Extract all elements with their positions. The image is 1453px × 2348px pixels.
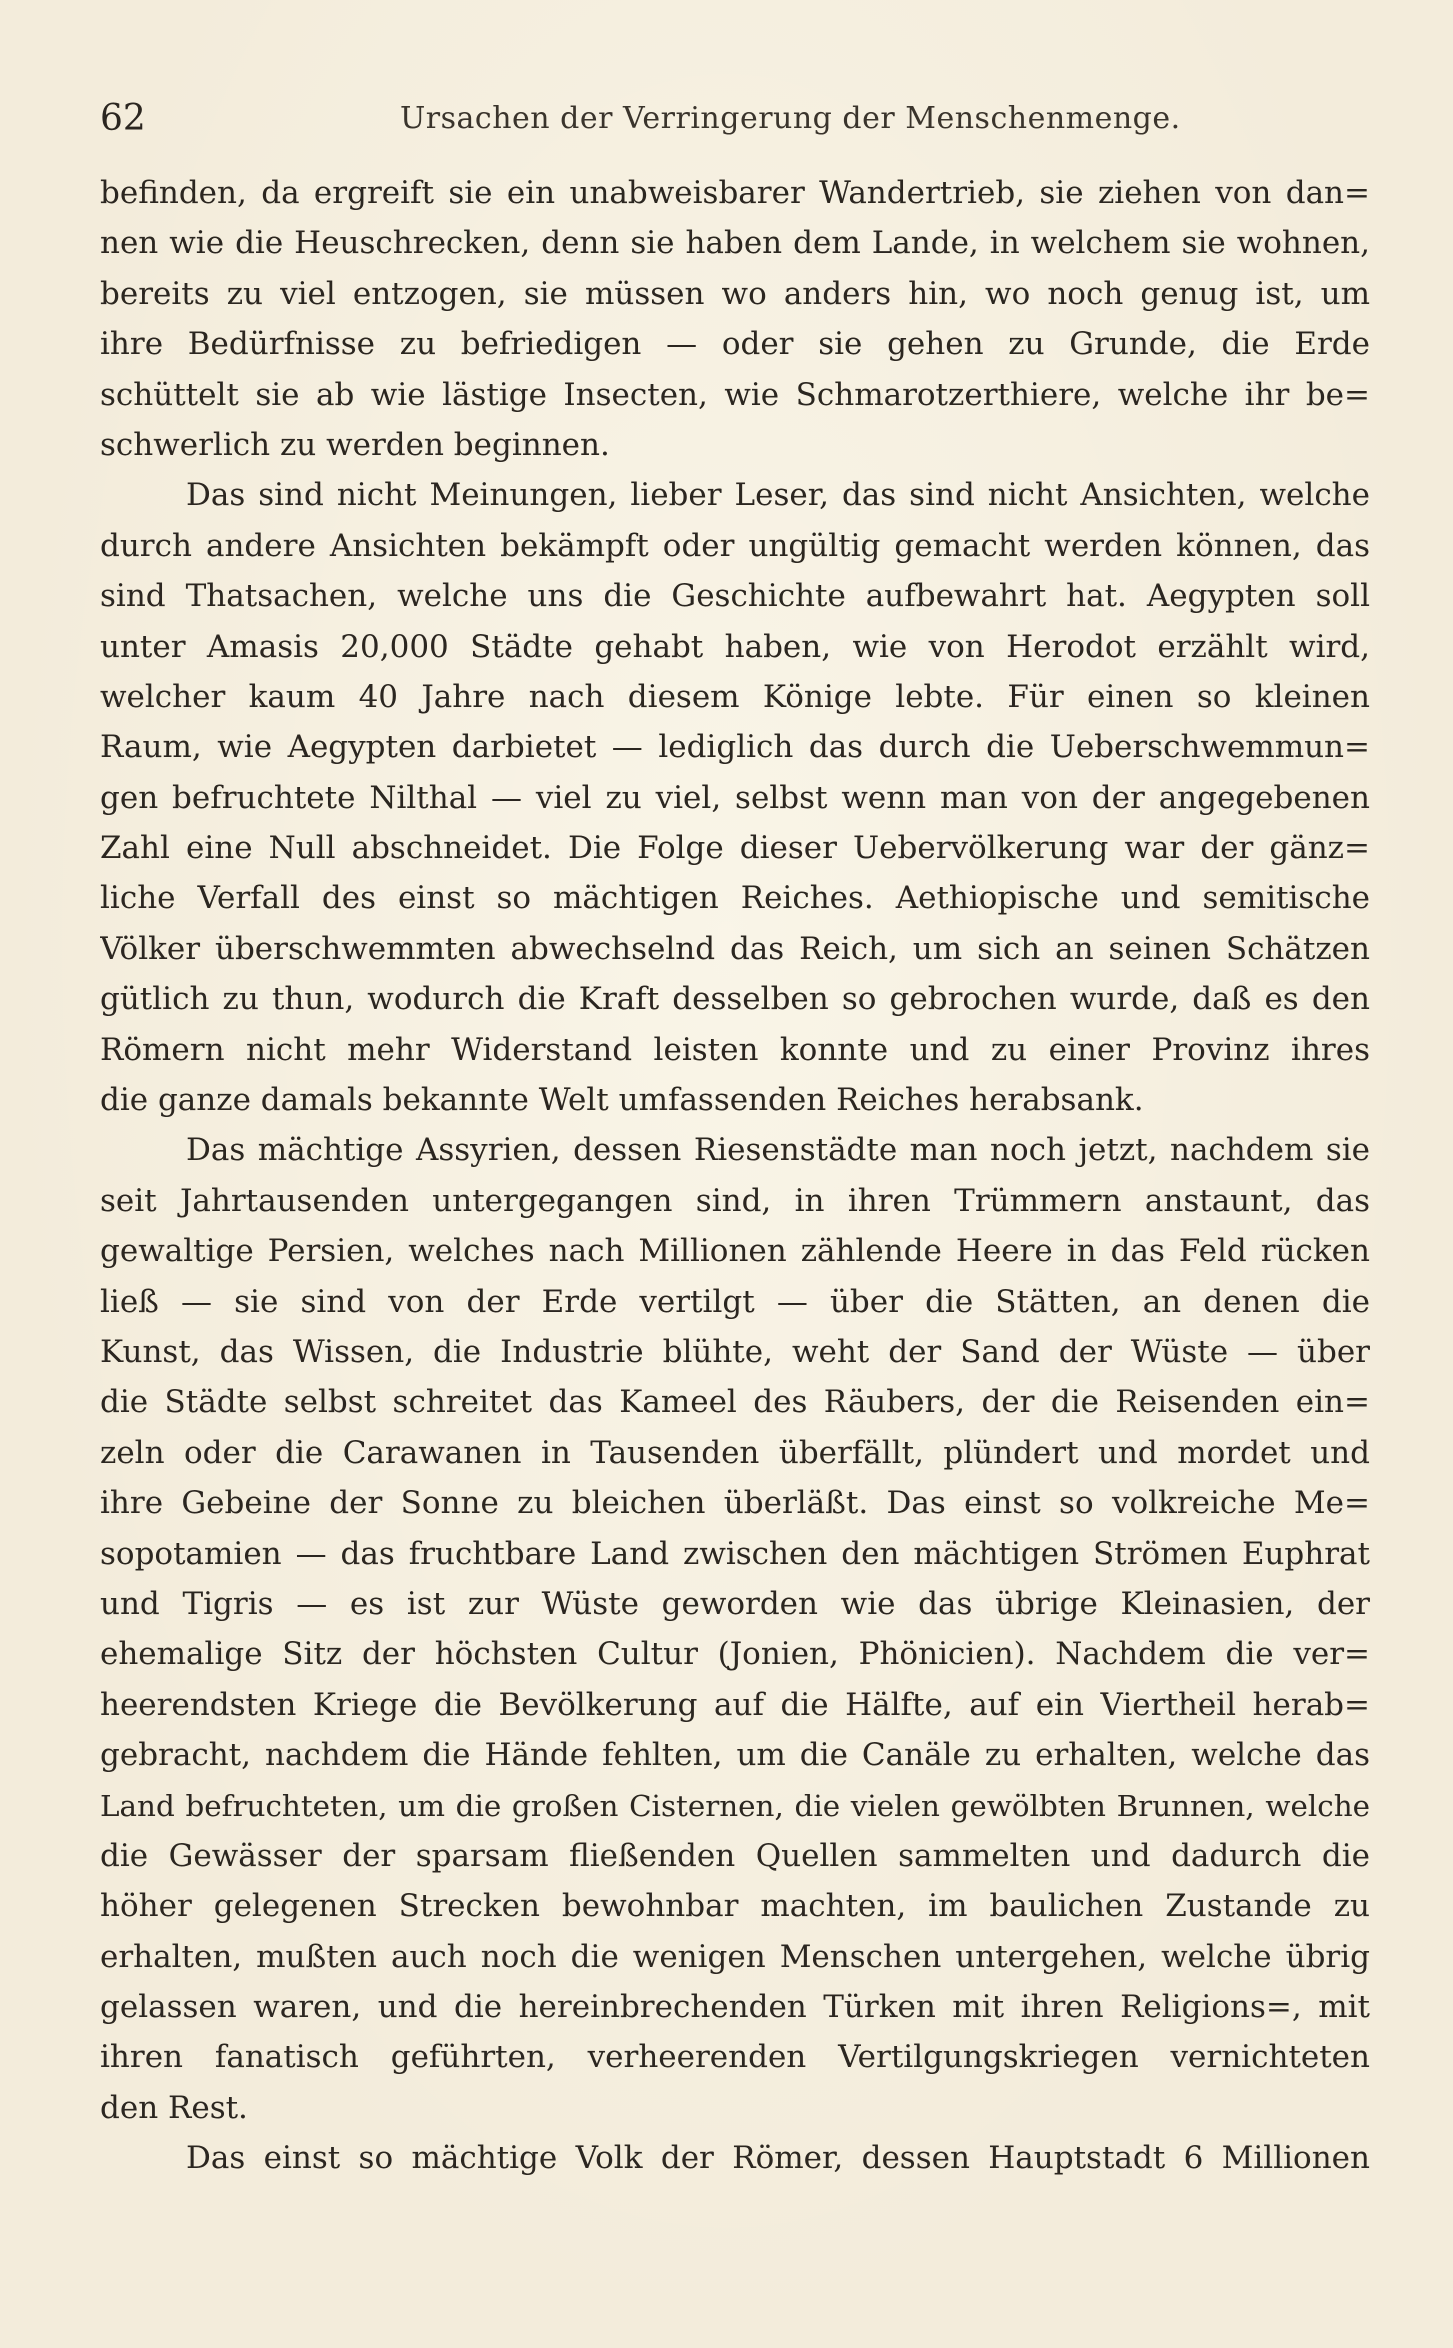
text-line: seit Jahrtausenden untergegangen sind, in ihren Trümmern anstaunt, das	[100, 1182, 1370, 1219]
text-line: schwerlich zu werden beginnen.	[100, 426, 610, 463]
text-line: gebracht, nachdem die Hände fehlten, um die Canäle zu erhalten, welche das	[100, 1737, 1370, 1774]
text-line: ihre Bedürfnisse zu befriedigen — oder sie gehen zu Grunde, die Erde	[100, 326, 1370, 363]
text-line: erhalten, mußten auch noch die wenigen Menschen untergehen, welche übrig	[100, 1938, 1370, 1975]
body-text	[100, 168, 1370, 2184]
page-number: 62	[100, 98, 146, 139]
text-line: Kunst, das Wissen, die Industrie blühte, weht der Sand der Wüste — über	[100, 1333, 1370, 1370]
text-line: sind Thatsachen, welche uns die Geschichte aufbewahrt hat. Aegypten soll	[100, 578, 1370, 615]
text-line: liche Verfall des einst so mächtigen Reiches. Aethiopische und semitische	[100, 880, 1370, 917]
text-line: nen wie die Heuschrecken, denn sie haben dem Lande, in welchem sie wohnen,	[100, 225, 1370, 262]
running-head: Ursachen der Verringerung der Menschenmenge.	[400, 101, 1181, 136]
text-line: gütlich zu thun, wodurch die Kraft desselben so gebrochen wurde, daß es den	[100, 981, 1370, 1018]
text-line: den Rest.	[100, 2089, 248, 2126]
text-line: Raum, wie Aegypten darbietet — lediglich das durch die Ueberschwemmun=	[100, 729, 1370, 766]
text-line: gewaltige Persien, welches nach Millionen zählende Heere in das Feld rücken	[100, 1233, 1370, 1270]
page-header	[100, 94, 1370, 144]
text-line: bereits zu viel entzogen, sie müssen wo anders hin, wo noch genug ist, um	[100, 275, 1370, 312]
text-line: die Gewässer der sparsam fließenden Quellen sammelten und dadurch die	[100, 1837, 1370, 1874]
text-line: heerendsten Kriege die Bevölkerung auf die Hälfte, auf ein Viertheil herab=	[100, 1686, 1370, 1723]
text-line: Land befruchteten, um die großen Cisternen, die vielen gewölbten Brunnen, welche	[100, 1788, 1370, 1823]
text-line: Das sind nicht Meinungen, lieber Leser, das sind nicht Ansichten, welche	[186, 477, 1370, 514]
text-line: höher gelegenen Strecken bewohnbar machten, im baulichen Zustande zu	[100, 1888, 1370, 1925]
text-line: Römern nicht mehr Widerstand leisten konnte und zu einer Provinz ihres	[100, 1031, 1370, 1068]
text-line: sopotamien — das fruchtbare Land zwischen den mächtigen Strömen Euphrat	[100, 1535, 1370, 1572]
text-line: die Städte selbst schreitet das Kameel des Räubers, der die Reisenden ein=	[100, 1384, 1370, 1421]
text-line: Das einst so mächtige Volk der Römer, dessen Hauptstadt 6 Millionen	[186, 2140, 1370, 2177]
text-line: ehemalige Sitz der höchsten Cultur (Jonien, Phönicien). Nachdem die ver=	[100, 1636, 1370, 1673]
text-line: unter Amasis 20,000 Städte gehabt haben, wie von Herodot erzählt wird,	[100, 628, 1370, 665]
text-line: und Tigris — es ist zur Wüste geworden wie das übrige Kleinasien, der	[100, 1585, 1370, 1622]
text-line: durch andere Ansichten bekämpft oder ungültig gemacht werden können, das	[100, 527, 1370, 564]
text-line: ließ — sie sind von der Erde vertilgt — über die Stätten, an denen die	[100, 1283, 1370, 1320]
text-line: schüttelt sie ab wie lästige Insecten, wie Schmarotzerthiere, welche ihr be=	[100, 376, 1370, 413]
text-line: gen befruchtete Nilthal — viel zu viel, selbst wenn man von der angegebenen	[100, 779, 1370, 816]
text-line: gelassen waren, und die hereinbrechenden Türken mit ihren Religions=, mit	[100, 1989, 1370, 2026]
text-line: Zahl eine Null abschneidet. Die Folge dieser Uebervölkerung war der gänz=	[100, 830, 1370, 867]
text-line: Völker überschwemmten abwechselnd das Reich, um sich an seinen Schätzen	[100, 930, 1370, 967]
text-line: die ganze damals bekannte Welt umfassenden Reiches herabsank.	[100, 1082, 1144, 1119]
text-line: befinden, da ergreift sie ein unabweisbarer Wandertrieb, sie ziehen von dan=	[100, 175, 1370, 211]
text-line: welcher kaum 40 Jahre nach diesem Könige lebte. Für einen so kleinen	[100, 678, 1370, 715]
text-line: ihre Gebeine der Sonne zu bleichen überläßt. Das einst so volkreiche Me=	[100, 1485, 1370, 1522]
text-line: ihren fanatisch geführten, verheerenden Vertilgungskriegen vernichteten	[100, 2039, 1370, 2076]
text-line: zeln oder die Carawanen in Tausenden überfällt, plündert und mordet und	[100, 1434, 1370, 1471]
text-line: Das mächtige Assyrien, dessen Riesenstädte man noch jetzt, nachdem sie	[186, 1132, 1370, 1169]
